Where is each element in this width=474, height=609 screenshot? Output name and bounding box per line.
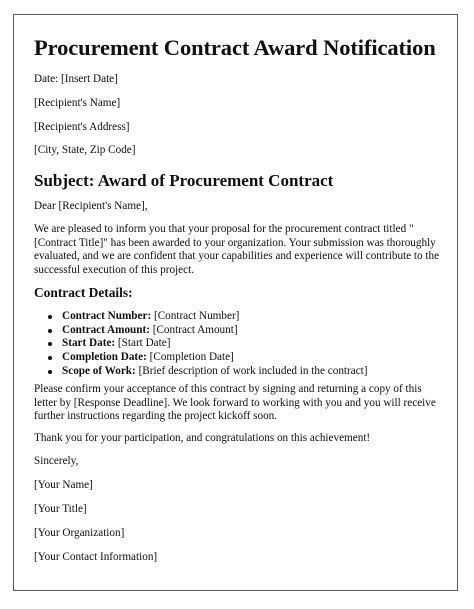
- subject-heading: Subject: Award of Procurement Contract: [34, 171, 334, 190]
- list-item: [62, 337, 368, 351]
- contract-details-list: [34, 310, 368, 379]
- recipient-name: [Recipient's Name]: [34, 97, 121, 109]
- signature-title: [Your Title]: [34, 503, 87, 515]
- intro-paragraph: We are pleased to inform you that your proposal for the procurement contract titled "[Contract Title]" has been awarded to your organization. Your submission was thoroughly evaluated, and we are confident that your capabilities and experience will contribute to the successful execution of this project.: [34, 223, 440, 277]
- bullet-icon: [48, 315, 52, 319]
- list-item: [62, 310, 368, 324]
- detail-label: Start Date:: [62, 337, 116, 350]
- detail-label: Completion Date:: [62, 351, 147, 364]
- detail-value: [Contract Amount]: [149, 323, 238, 336]
- page-title: Procurement Contract Award Notification: [34, 35, 436, 60]
- detail-value: [Brief description of work included in the contract]: [135, 364, 368, 377]
- contract-details-heading: Contract Details:: [34, 285, 133, 300]
- confirm-paragraph: Please confirm your acceptance of this contract by signing and returning a copy of this letter by [Response Deadline]. We look forward to working with you and you will receive further instructions regarding the project kickoff soon.: [34, 383, 436, 423]
- signature-organization: [Your Organization]: [34, 527, 125, 539]
- detail-label: Scope of Work:: [62, 364, 136, 377]
- list-item: [62, 324, 368, 338]
- signature-contact: [Your Contact Information]: [34, 551, 158, 563]
- salutation: Dear [Recipient's Name],: [34, 200, 148, 212]
- detail-value: [Contract Number]: [151, 310, 240, 322]
- detail-value: [Completion Date]: [146, 351, 234, 364]
- signature-name: [Your Name]: [34, 479, 93, 491]
- bullet-icon: [48, 370, 52, 374]
- recipient-address: [Recipient's Address]: [34, 121, 130, 133]
- letter-page: [13, 14, 458, 591]
- thanks-line: Thank you for your participation, and congratulations on this achievement!: [34, 432, 371, 444]
- city-state-zip: [City, State, Zip Code]: [34, 144, 136, 156]
- detail-label: Contract Amount:: [62, 323, 150, 336]
- closing: Sincerely,: [34, 455, 79, 467]
- bullet-icon: [48, 342, 52, 346]
- bullet-icon: [48, 329, 52, 333]
- list-item: [62, 351, 368, 365]
- detail-label: Contract Number:: [62, 310, 152, 322]
- detail-value: [Start Date]: [115, 337, 171, 350]
- bullet-icon: [48, 356, 52, 360]
- date-line: Date: [Insert Date]: [34, 73, 118, 85]
- list-item: [62, 365, 368, 379]
